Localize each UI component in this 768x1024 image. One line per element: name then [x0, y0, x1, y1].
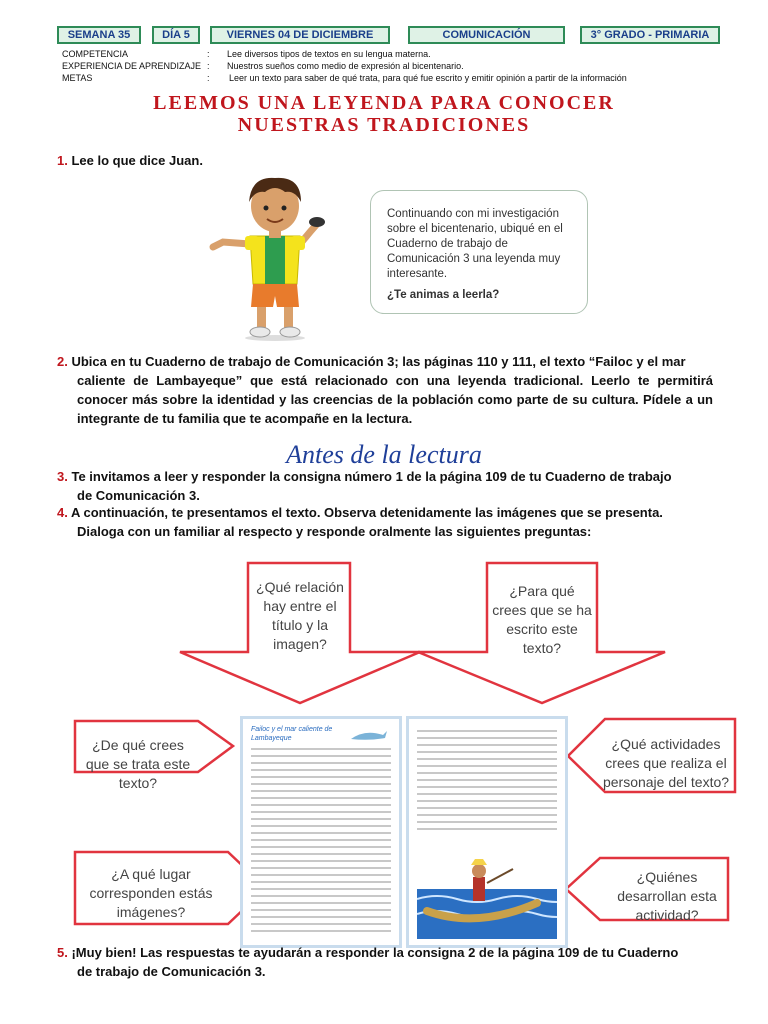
question-6: ¿Quiénes desarrollan esta actividad? [617, 869, 717, 923]
step-4-rest: Dialoga con un familiar al respecto y responde oralmente las siguientes preguntas: [77, 524, 592, 539]
experiencia-colon: : [207, 61, 210, 71]
step-2-rest: caliente de Lambayeque” que está relacionado con una leyenda tradicional. Leerlo te permitirá conocer más sobre la identidad y las creencias de la población como parte de su cultura. Pídele a un integrante de tu familia que te acompañe en la lectura. [77, 373, 713, 426]
metas-colon: : [207, 73, 210, 83]
question-5: ¿A qué lugar corresponden estás imágenes? [89, 866, 213, 920]
question-4: ¿Qué actividades crees que realiza el personaje del texto? [602, 736, 730, 790]
area-label: COMUNICACIÓN [442, 29, 531, 41]
metas-label: METAS [62, 73, 93, 83]
step-2-number: 2. [57, 354, 68, 369]
step-1-text: Lee lo que dice Juan. [71, 153, 203, 168]
section-heading-antes: Antes de la lectura [286, 440, 482, 469]
dia-label: DÍA 5 [162, 29, 190, 41]
step-3-number: 3. [57, 469, 68, 484]
step-5 [57, 943, 713, 981]
dolphin-icon [349, 729, 389, 743]
bubble-question: ¿Te animas a leerla? [387, 289, 500, 301]
step-2-line1: Ubica en tu Cuaderno de trabajo de Comunicación 3; las páginas 110 y 111, el texto “Failoc y el mar [71, 354, 686, 369]
step-3-rest: de Comunicación 3. [77, 488, 200, 503]
step-4-number: 4. [57, 505, 68, 520]
semana-label: SEMANA 35 [67, 29, 131, 41]
step-1-number: 1. [57, 153, 68, 168]
step-5-number: 5. [57, 945, 68, 960]
question-1: ¿Qué relación hay entre el título y la imagen? [256, 579, 344, 652]
step-3-line1: Te invitamos a leer y responder la consigna número 1 de la página 109 de tu Cuaderno de trabajo [71, 469, 672, 484]
step-5-line1: ¡Muy bien! Las respuestas te ayudarán a responder la consigna 2 de la página 109 de tu Cuaderno [71, 945, 679, 960]
question-3: ¿De qué crees que se trata este texto? [85, 737, 191, 791]
experiencia-value: Nuestros sueños como medio de expresión al bicentenario. [227, 61, 464, 71]
textbook-page-left-title: Failoc y el mar caliente de Lambayeque [251, 726, 333, 742]
competencia-label: COMPETENCIA [62, 49, 129, 59]
textbook-page-right [406, 716, 568, 948]
step-4-line1: A continuación, te presentamos el texto. Observa detenidamente las imágenes que se presenta. [70, 505, 663, 520]
competencia-colon: : [207, 49, 210, 59]
bubble-text: Continuando con mi investigación sobre el bicentenario, ubiqué en el Cuaderno de trabajo de Comunicación 3 una leyenda muy interesante. [387, 208, 563, 280]
metas-value: Leer un texto para saber de qué trata, para qué fue escrito y emitir opinión a partir de la información [229, 73, 627, 83]
fecha-label: VIERNES 04 DE DICIEMBRE [226, 29, 374, 41]
question-2: ¿Para qué crees que se ha escrito este texto? [492, 583, 592, 656]
step-5-rest: de trabajo de Comunicación 3. [77, 964, 266, 979]
page-title-line2: NUESTRAS TRADICIONES [237, 114, 531, 136]
experiencia-label: EXPERIENCIA DE APRENDIZAJE [62, 61, 202, 71]
competencia-value: Lee diversos tipos de textos en su lengua materna. [227, 49, 431, 59]
fisherman-boat-illustration [417, 859, 557, 939]
page-title-line1: LEEMOS UNA LEYENDA PARA CONOCER [153, 92, 615, 114]
grado-label: 3° GRADO - PRIMARIA [590, 29, 710, 41]
textbook-page-left [240, 716, 402, 948]
